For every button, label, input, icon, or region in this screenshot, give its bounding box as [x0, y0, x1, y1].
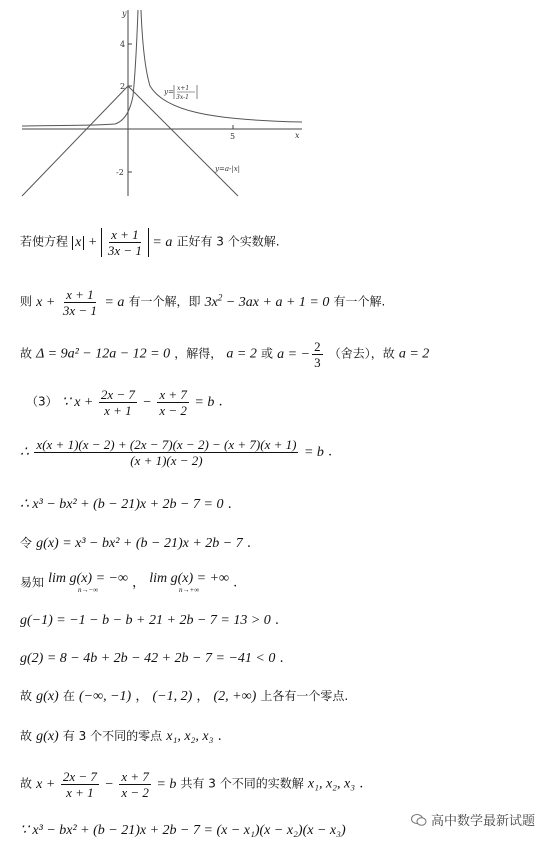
line-1: 若使方程 x + $\frac{x + 1}{3x - 1}$ = a 正好有 3 个实数解. — [20, 227, 280, 258]
wechat-watermark — [411, 810, 535, 829]
line-14: ∵ x³ − bx² + (b − 21)x + 2b − 7 = (x − x₁)(x − x₂)(x − x₃) — [20, 823, 346, 838]
v-line-right — [128, 86, 241, 196]
tick-y-2: 2 — [120, 82, 126, 91]
line-11: 故 g(x) 在 (−∞, −1) ， (−1, 2) ， (2, +∞) 上各有一个零点. — [20, 689, 349, 704]
line-8: 易知 lim g(x) = −∞ n→−∞ ， lim g(x) = +∞ n→+∞ . — [20, 571, 238, 594]
tick-x-5: 5 — [230, 132, 236, 141]
line-12: 故 g(x) 有 3 个不同的零点 x₁, x₂, x₃ . — [20, 729, 222, 744]
line-2: 则 x + $\frac{x + 1}{3x - 1}$ = a 有一个解，即 $3x^2 - 3ax + a + 1 = 0$ 有一个解. — [20, 287, 386, 318]
watermark-text: 高中数学最新试题 — [430, 814, 535, 829]
line-5: ∴ $\frac{x(x + 1)(x - 2) + (2x - 7)(x - 2) - (x + 7)(x + 1)}{(x + 1)(x - 2)}$ = b . — [20, 437, 333, 468]
curve1-label: y= — [164, 88, 174, 96]
tick-y-neg2: -2 — [116, 168, 124, 177]
line-3: 故 Δ = 9a² − 12a − 12 = 0 ，解得， a = 2 或 a = − $\frac{2}{3}$ （舍去），故 a = 2 — [20, 339, 430, 370]
line-6: ∴ x³ − bx² + (b − 21)x + 2b − 7 = 0 . — [20, 497, 232, 512]
curve1-num: x+1 — [177, 85, 190, 92]
line-4: （3） ∵ x + $\frac{2x - 7}{x + 1}$ − $\frac{x + 7}{x - 2}$ = b . — [26, 387, 223, 418]
tick-y-4: 4 — [120, 40, 126, 49]
wechat-icon — [411, 813, 427, 827]
line-9: g(−1) = −1 − b − b + 21 + 2b − 7 = 13 > 0 . — [20, 613, 280, 628]
curve1-den: 3x-1 — [176, 94, 189, 101]
line-13: 故 x + $\frac{2x - 7}{x + 1}$ − $\frac{x + 7}{x - 2}$ = b 共有 3 个不同的实数解 x₁, x₂, x₃ . — [20, 769, 364, 800]
v-line-left — [22, 86, 128, 196]
abs-rational-curve-right — [141, 10, 302, 122]
y-axis-label: y — [122, 9, 127, 18]
x-axis-label: x — [295, 131, 300, 140]
abs-rational-curve — [22, 10, 138, 126]
line-10: g(2) = 8 − 4b + 2b − 42 + 2b − 7 = −41 < 0 . — [20, 651, 284, 666]
function-graph — [20, 6, 310, 198]
line-7: 令 g(x) = x³ − bx² + (b − 21)x + 2b − 7 . — [20, 536, 252, 551]
curve2-label: y=a-|x| — [215, 165, 241, 173]
